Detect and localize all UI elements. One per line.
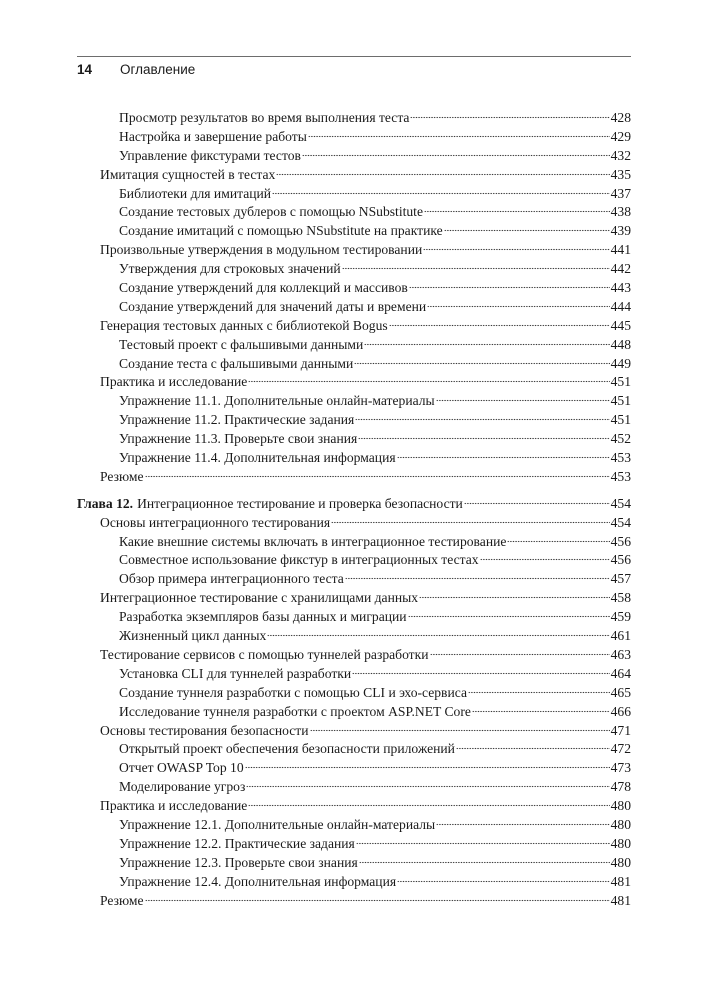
toc-entry-title xyxy=(119,147,301,166)
toc-entry xyxy=(77,684,631,703)
toc-entry-text: Отчет OWASP Top 10 xyxy=(119,760,244,776)
toc-entry-text: Создание утверждений для коллекций и массивов xyxy=(119,280,408,296)
toc-entry-text: Практика и исследование xyxy=(100,798,248,814)
toc-entry-page: 441 xyxy=(610,242,631,258)
toc-entry xyxy=(77,260,631,279)
toc-entry-page: 473 xyxy=(610,760,631,776)
toc-entry-title xyxy=(100,468,144,487)
toc-entry-title xyxy=(119,835,355,854)
dot-leader xyxy=(464,502,610,505)
toc-entry-title xyxy=(119,449,396,468)
toc-entry-title xyxy=(119,298,426,317)
toc-entry-page: 481 xyxy=(610,892,631,908)
toc-entry-page: 451 xyxy=(610,393,631,409)
toc-entry-title xyxy=(119,279,408,298)
dot-leader xyxy=(397,880,610,883)
toc-entry-title xyxy=(100,797,247,816)
toc-entry-page: 458 xyxy=(610,590,631,606)
toc-entry-text: Упражнение 11.2. Практические задания xyxy=(119,412,355,428)
dot-leader xyxy=(409,286,610,289)
toc-entry xyxy=(77,589,631,608)
dot-leader xyxy=(355,418,609,421)
toc-entry xyxy=(77,646,631,665)
toc-entry-title xyxy=(100,317,388,336)
toc-entry-text: Интеграционное тестирование с хранилищами данных xyxy=(100,590,419,606)
dot-leader xyxy=(145,899,610,902)
toc-entry xyxy=(77,109,631,128)
toc-entry-text: Основы тестирования безопасности xyxy=(100,722,309,738)
toc-entry xyxy=(77,873,631,892)
toc-entry-page: 438 xyxy=(610,204,631,220)
toc-entry-page: 451 xyxy=(610,374,631,390)
dot-leader xyxy=(472,710,610,713)
toc-entry-text: Управление фикстурами тестов xyxy=(119,147,301,163)
toc-entry xyxy=(77,411,631,430)
toc-entry xyxy=(77,740,631,759)
toc-entry-page: 435 xyxy=(610,166,631,182)
dot-leader xyxy=(272,192,610,195)
toc-entry-page: 437 xyxy=(610,185,631,201)
running-title: Оглавление xyxy=(120,62,196,77)
toc-entry-page: 463 xyxy=(610,646,631,662)
dot-leader xyxy=(423,248,609,251)
toc-entry-page: 448 xyxy=(610,336,631,352)
toc-entry-text: Упражнение 12.1. Дополнительные онлайн-материалы xyxy=(119,816,436,832)
toc-entry-page: 445 xyxy=(610,317,631,333)
toc-entry-title xyxy=(100,589,418,608)
toc-entry-title xyxy=(77,495,463,514)
toc-entry xyxy=(77,797,631,816)
toc-entry-text: Настройка и завершение работы xyxy=(119,128,307,144)
toc-entry-title xyxy=(119,816,435,835)
toc-entry-title xyxy=(119,222,443,241)
toc-entry-title xyxy=(100,646,429,665)
dot-leader xyxy=(436,823,609,826)
toc-entry-page: 454 xyxy=(610,514,631,530)
toc-entry-title xyxy=(100,241,422,260)
dot-leader xyxy=(354,362,609,365)
dot-leader xyxy=(364,343,609,346)
toc-entry-page: 465 xyxy=(610,684,631,700)
toc-entry-page: 454 xyxy=(610,495,631,511)
toc-entry-page: 449 xyxy=(610,355,631,371)
dot-leader xyxy=(342,267,610,270)
toc-entry-text: Совместное использование фикстур в интеграционных тестах xyxy=(119,552,479,568)
dot-leader xyxy=(308,135,610,138)
toc-entry-text: Создание тестовых дублеров с помощью NSubstitute xyxy=(119,204,423,220)
toc-entry-text: Упражнение 11.1. Дополнительные онлайн-материалы xyxy=(119,393,435,409)
dot-leader xyxy=(424,210,610,213)
toc-entry-page: 480 xyxy=(610,816,631,832)
toc-entry-text: Резюме xyxy=(100,468,144,484)
toc-entry-text: Резюме xyxy=(100,892,144,908)
dot-leader xyxy=(468,691,610,694)
toc-entry-page: 442 xyxy=(610,261,631,277)
toc-entry-text: Разработка экземпляров базы данных и миграции xyxy=(119,609,407,625)
toc-entry-page: 461 xyxy=(610,628,631,644)
toc-entry-text: Упражнение 12.3. Проверьте свои знания xyxy=(119,854,358,870)
page-number: 14 xyxy=(77,62,93,77)
toc-entry-title xyxy=(100,373,247,392)
chapter-label: Глава 12. xyxy=(77,495,134,511)
dot-leader xyxy=(430,653,610,656)
toc-entry xyxy=(77,835,631,854)
toc-entry-title xyxy=(119,355,353,374)
toc-entry-title xyxy=(100,722,309,741)
toc-entry-text: Интеграционное тестирование и проверка безопасности xyxy=(137,495,463,511)
toc-entry-title xyxy=(119,703,471,722)
toc-entry xyxy=(77,449,631,468)
dot-leader xyxy=(246,785,609,788)
dot-leader xyxy=(276,173,609,176)
toc-entry xyxy=(77,627,631,646)
toc-entry-text: Тестовый проект с фальшивыми данными xyxy=(119,336,364,352)
toc-entry-text: Упражнение 11.3. Проверьте свои знания xyxy=(119,431,358,447)
dot-leader xyxy=(427,305,609,308)
toc-entry-title xyxy=(119,570,344,589)
toc-entry-page: 456 xyxy=(610,552,631,568)
toc-entry-title xyxy=(119,185,271,204)
dot-leader xyxy=(345,577,610,580)
toc-entry-text: Жизненный цикл данных xyxy=(119,628,267,644)
toc-entry-text: Создание утверждений для значений даты и времени xyxy=(119,298,427,314)
toc-entry-title xyxy=(119,608,407,627)
page-header xyxy=(77,56,631,80)
toc-entry-page: 429 xyxy=(610,128,631,144)
toc-entry-page: 471 xyxy=(610,722,631,738)
toc-entry-text: Упражнение 12.2. Практические задания xyxy=(119,835,355,851)
toc-entry-title xyxy=(119,740,455,759)
toc-entry-title xyxy=(119,109,409,128)
toc-entry-page: 453 xyxy=(610,450,631,466)
toc-entry xyxy=(77,533,631,552)
toc-entry-page: 466 xyxy=(610,703,631,719)
dot-leader xyxy=(331,521,609,524)
toc-entry xyxy=(77,241,631,260)
toc-entry-text: Практика и исследование xyxy=(100,374,248,390)
toc-entry xyxy=(77,147,631,166)
toc-entry-text: Имитация сущностей в тестах xyxy=(100,166,276,182)
toc-entry-text: Обзор примера интеграционного теста xyxy=(119,571,344,587)
dot-leader xyxy=(389,324,610,327)
dot-leader xyxy=(507,540,609,543)
toc-entry-text: Создание туннеля разработки с помощью CLI и эхо-сервиса xyxy=(119,684,467,700)
toc-entry-page: 464 xyxy=(610,665,631,681)
toc-entry-page: 459 xyxy=(610,609,631,625)
toc-entry-text: Упражнение 12.4. Дополнительная информация xyxy=(119,873,397,889)
toc-entry xyxy=(77,703,631,722)
toc-entry xyxy=(77,392,631,411)
toc-entry-page: 443 xyxy=(610,280,631,296)
toc-entry-title xyxy=(119,551,479,570)
toc-chapter xyxy=(77,495,631,514)
toc-entry-title xyxy=(119,873,396,892)
toc-entry-page: 453 xyxy=(610,468,631,484)
toc-entry-page: 428 xyxy=(610,110,631,125)
dot-leader xyxy=(410,116,609,119)
toc-entry-title xyxy=(100,166,275,185)
header-rule xyxy=(77,56,631,57)
dot-leader xyxy=(480,558,610,561)
dot-leader xyxy=(248,804,609,807)
toc-entry-text: Открытый проект обеспечения безопасности приложений xyxy=(119,741,455,757)
toc-entry-title xyxy=(119,430,357,449)
toc-entry-title xyxy=(119,203,423,222)
dot-leader xyxy=(267,634,609,637)
dot-leader xyxy=(397,456,610,459)
toc-entry-text: Исследование туннеля разработки с проектом ASP.NET Core xyxy=(119,703,471,719)
toc-entry xyxy=(77,514,631,533)
toc-entry-text: Установка CLI для туннелей разработки xyxy=(119,665,352,681)
toc-entry-page: 480 xyxy=(610,835,631,851)
toc-entry-text: Моделирование угроз xyxy=(119,779,246,795)
toc-entry xyxy=(77,279,631,298)
toc-entry-title xyxy=(119,684,467,703)
toc-entry-text: Генерация тестовых данных с библиотекой Bogus xyxy=(100,317,388,333)
toc-entry-title xyxy=(119,260,341,279)
toc-entry-title xyxy=(119,778,245,797)
toc-entry-title xyxy=(119,533,506,552)
toc-entry-page: 472 xyxy=(610,741,631,757)
toc-entry xyxy=(77,373,631,392)
toc-entry-title xyxy=(100,892,144,911)
dot-leader xyxy=(408,615,610,618)
toc-entry-text: Основы интеграционного тестирования xyxy=(100,514,331,530)
toc-entry xyxy=(77,722,631,741)
toc-entry-text: Произвольные утверждения в модульном тестировании xyxy=(100,242,423,258)
dot-leader xyxy=(310,729,610,732)
toc-entry-title xyxy=(119,411,354,430)
toc-entry-title xyxy=(119,759,244,778)
toc-entry xyxy=(77,203,631,222)
dot-leader xyxy=(248,380,609,383)
toc-entry-text: Просмотр результатов во время выполнения теста xyxy=(119,110,410,125)
toc-entry xyxy=(77,222,631,241)
toc-entry-page: 481 xyxy=(610,873,631,889)
toc-entry xyxy=(77,778,631,797)
dot-leader xyxy=(302,154,610,157)
dot-leader xyxy=(145,475,610,478)
dot-leader xyxy=(359,861,610,864)
toc-entry xyxy=(77,759,631,778)
toc-entry-title xyxy=(119,854,358,873)
toc-entry xyxy=(77,317,631,336)
dot-leader xyxy=(352,672,609,675)
toc-entry xyxy=(77,854,631,873)
toc-entry xyxy=(77,892,631,911)
toc-entry xyxy=(77,551,631,570)
toc-entry xyxy=(77,355,631,374)
toc-entry-page: 478 xyxy=(610,779,631,795)
toc-entry xyxy=(77,608,631,627)
toc-entry-title xyxy=(119,392,435,411)
toc-entry xyxy=(77,570,631,589)
toc-entry xyxy=(77,816,631,835)
toc-entry-title xyxy=(119,627,266,646)
dot-leader xyxy=(436,399,610,402)
toc-entry-page: 452 xyxy=(610,431,631,447)
toc-entry-text: Создание имитаций с помощью NSubstitute на практике xyxy=(119,223,443,239)
toc-entry-text: Какие внешние системы включать в интеграционное тестирование xyxy=(119,533,507,549)
dot-leader xyxy=(245,766,610,769)
toc-entry xyxy=(77,166,631,185)
toc-entry-page: 480 xyxy=(610,854,631,870)
toc-entry-text: Библиотеки для имитаций xyxy=(119,185,272,201)
toc-entry xyxy=(77,185,631,204)
dot-leader xyxy=(358,437,609,440)
toc-entry-page: 457 xyxy=(610,571,631,587)
toc-entry-text: Упражнение 11.4. Дополнительная информация xyxy=(119,450,396,466)
toc-entry-title xyxy=(100,514,330,533)
table-of-contents xyxy=(77,109,631,910)
toc-entry xyxy=(77,665,631,684)
toc-entry xyxy=(77,430,631,449)
dot-leader xyxy=(419,596,610,599)
toc-entry xyxy=(77,128,631,147)
toc-entry xyxy=(77,298,631,317)
toc-entry-title xyxy=(119,128,307,147)
toc-entry-text: Создание теста с фальшивыми данными xyxy=(119,355,354,371)
toc-entry-text: Тестирование сервисов с помощью туннелей разработки xyxy=(100,646,429,662)
toc-entry-text: Утверждения для строковых значений xyxy=(119,261,341,277)
toc-entry-page: 451 xyxy=(610,412,631,428)
toc-entry xyxy=(77,336,631,355)
toc-entry xyxy=(77,468,631,487)
toc-entry-title xyxy=(119,336,363,355)
toc-entry-page: 432 xyxy=(610,147,631,163)
toc-entry-page: 444 xyxy=(610,298,631,314)
dot-leader xyxy=(444,229,610,232)
toc-entry-page: 480 xyxy=(610,798,631,814)
dot-leader xyxy=(456,747,610,750)
toc-entry-title xyxy=(119,665,351,684)
dot-leader xyxy=(356,842,610,845)
toc-entry-page: 439 xyxy=(610,223,631,239)
toc-entry-page: 456 xyxy=(610,533,631,549)
